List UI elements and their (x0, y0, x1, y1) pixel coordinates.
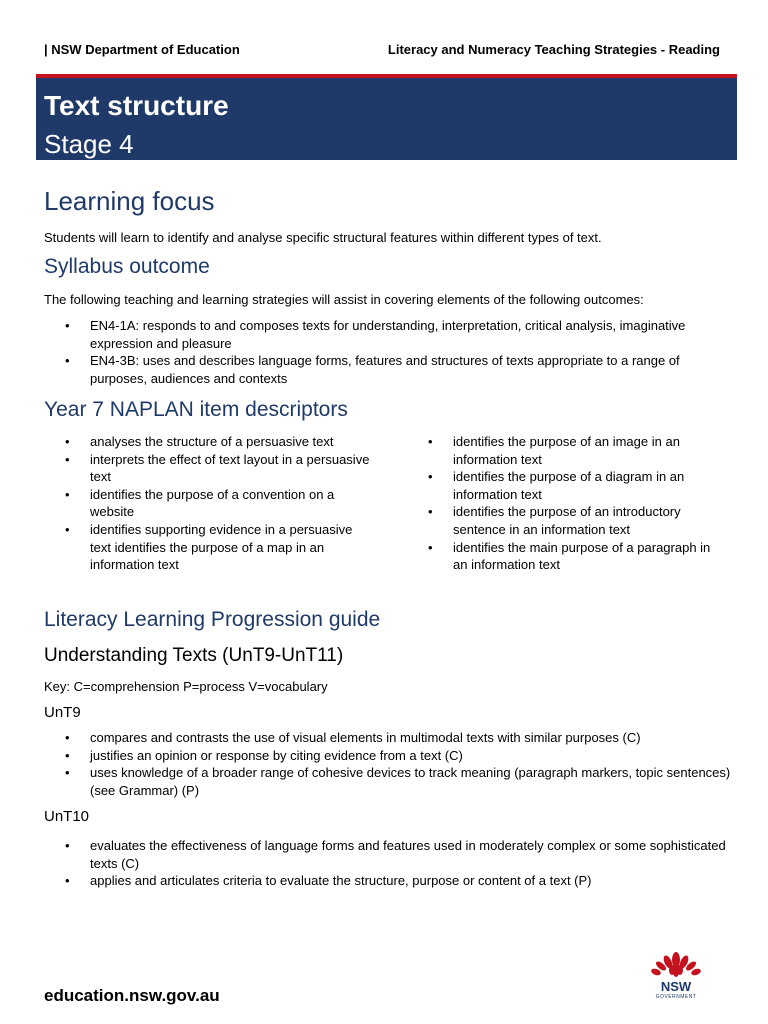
bullet: • (65, 353, 70, 369)
bullet: • (65, 765, 70, 781)
syllabus-heading: Syllabus outcome (44, 255, 210, 278)
bullet: • (65, 730, 70, 745)
naplan-list-left (44, 433, 374, 574)
page-subtitle: Stage 4 (44, 129, 134, 159)
footer-website-link[interactable]: education.nsw.gov.au (44, 986, 220, 1005)
list-item: • identifies the purpose of a convention on a website (65, 486, 335, 520)
learning-focus-heading: Learning focus (44, 186, 215, 216)
progression-heading: Literacy Learning Progression guide (44, 608, 381, 631)
list-item: • EN4-1A: responds to and composes texts for understanding, interpretation, critical analysis, imaginative expression and pleasure (65, 318, 686, 351)
naplan-heading: Year 7 NAPLAN item descriptors (44, 398, 348, 421)
page-header (44, 42, 720, 58)
list-item: • uses knowledge of a broader range of cohesive devices to track meaning (paragraph markers, topic sentences) (see Grammar) (P) (65, 765, 731, 798)
bullet: • (65, 873, 70, 889)
list-item: • identifies the main purpose of a paragraph in an information text (428, 539, 711, 573)
list-item: • identifies the purpose of an image in an information text (428, 434, 680, 467)
progression-subheading: Understanding Texts (UnT9-UnT11) (44, 645, 344, 666)
bullet: • (65, 486, 70, 502)
list-item: • identifies the purpose of an introductory sentence in an information text (428, 504, 681, 537)
list-item: • identifies the purpose of a diagram in an information text (428, 469, 685, 502)
learning-focus-text: Students will learn to identify and analyse specific structural features within different types of text. (44, 230, 602, 245)
logo-subtext: GOVERNMENT (655, 994, 697, 1000)
syllabus-intro: The following teaching and learning strategies will assist in covering elements of the following outcomes: (44, 292, 644, 307)
bullet: • (65, 838, 70, 853)
unt10-label: UnT10 (44, 808, 90, 825)
unt9-list (44, 729, 734, 799)
logo-wordmark: NSW (660, 979, 692, 994)
progression-key: Key: C=comprehension P=process V=vocabulary (44, 679, 328, 694)
title-banner (36, 74, 737, 160)
list-item: • applies and articulates criteria to evaluate the structure, purpose or content of a text (P) (65, 873, 592, 889)
department-label: | NSW Department of Education (44, 42, 240, 57)
document-series-title: Literacy and Numeracy Teaching Strategies - Reading (387, 42, 720, 57)
bullet: • (65, 747, 70, 763)
bullet: • (428, 539, 433, 555)
bullet: • (65, 521, 70, 537)
list-item: • justifies an opinion or response by citing evidence from a text (C) (65, 747, 463, 763)
syllabus-list (44, 317, 724, 387)
bullet: • (428, 434, 433, 449)
naplan-list-right (407, 433, 727, 574)
list-item: • EN4-3B: uses and describes language forms, features and structures of texts appropriate to a range of purposes, audiences and contexts (65, 353, 680, 386)
unt9-label: UnT9 (44, 704, 81, 721)
list-item: • interprets the effect of text layout in a persuasive text (65, 451, 370, 485)
bullet: • (428, 504, 433, 520)
bullet: • (65, 451, 70, 467)
bullet: • (428, 469, 433, 485)
bullet: • (65, 318, 70, 333)
list-item: • compares and contrasts the use of visual elements in multimodal texts with similar purposes (C) (65, 730, 641, 745)
list-item: • identifies supporting evidence in a persuasive text identifies the purpose of a map in an information text (65, 521, 353, 573)
bullet: • (65, 434, 70, 449)
page-title: Text structure (44, 90, 229, 121)
unt10-list (44, 837, 734, 890)
list-item: • analyses the structure of a persuasive text (65, 434, 334, 449)
list-item: • evaluates the effectiveness of language forms and features used in moderately complex or some sophisticated texts (C) (65, 838, 726, 871)
